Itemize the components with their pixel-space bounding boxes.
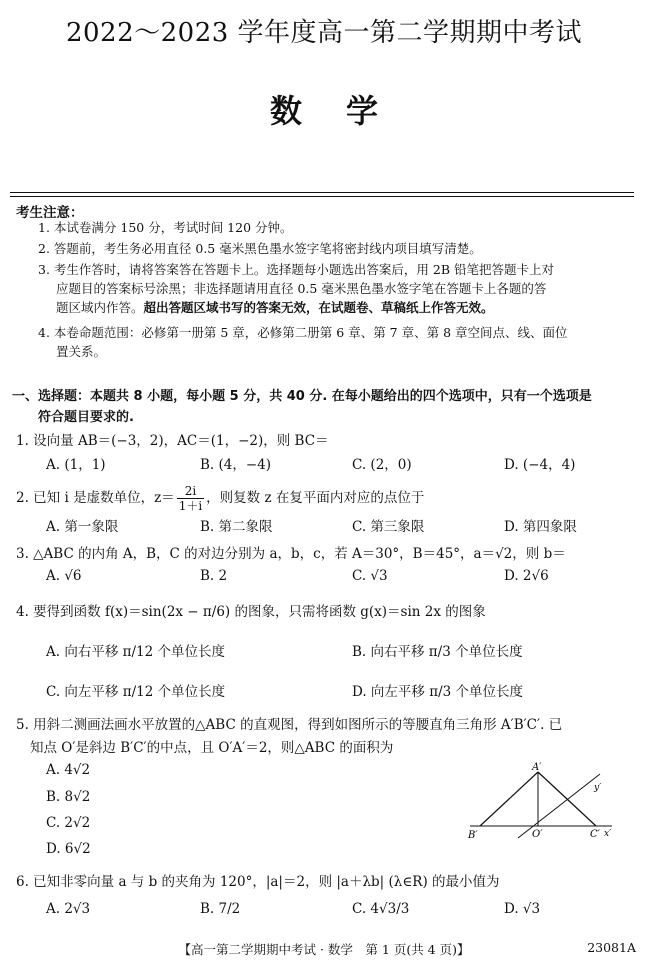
fig-label-c: C′ (590, 829, 600, 840)
notice-item-4-line2: 置关系。 (56, 344, 107, 359)
q5-figure-diagram (462, 760, 622, 842)
question-1-stem: 1. 设向量 AB＝(−3，2)，AC＝(1，−2)，则 BC＝ (16, 433, 329, 449)
notice-item-4-line1: 4. 本卷命题范围：必修第一册第 5 章，必修第二册第 6 章、第 7 章、第 8 章空间点、线、面位 (38, 325, 568, 340)
question-6-stem: 6. 已知非零向量 a 与 b 的夹角为 120°，|a|＝2，则 |a＋λb| (λ∈R) 的最小值为 (16, 874, 500, 890)
q5-option-c: C. 2√2 (46, 815, 91, 831)
q6-option-c: C. 4√3/3 (352, 901, 410, 917)
q4-option-d: D. 向左平移 π/3 个单位长度 (352, 684, 524, 700)
q1-option-d: D. (−4，4) (504, 457, 576, 473)
q2-option-d: D. 第四象限 (504, 519, 577, 535)
q4-option-c: C. 向左平移 π/12 个单位长度 (46, 684, 226, 700)
fig-label-a: A′ (532, 762, 542, 773)
q3-option-b: B. 2 (200, 568, 228, 584)
q3-option-c: C. √3 (352, 568, 388, 584)
notice-item-3-emphasis: 超出答题区域书写的答案无效，在试题卷、草稿纸上作答无效。 (143, 300, 494, 315)
fig-label-x: x′ (604, 829, 612, 839)
q3-option-a: A. √6 (46, 568, 82, 584)
fig-label-o: O′ (532, 829, 543, 840)
q4-option-a: A. 向右平移 π/12 个单位长度 (46, 644, 226, 660)
notice-item-3-line3 (56, 299, 494, 317)
section-heading-line1: 一、选择题：本题共 8 小题，每小题 5 分，共 40 分. 在每小题给出的四个选项中，只有一个选项是 (12, 389, 592, 404)
exam-code: 23081A (587, 940, 636, 955)
q2-option-c: C. 第三象限 (352, 519, 425, 535)
q2-frac-den: 1＋i (178, 499, 203, 513)
q6-option-b: B. 7/2 (200, 901, 241, 917)
q5-option-b: B. 8√2 (46, 789, 91, 805)
notice-item-3-plain: 题区域内作答。 (56, 300, 144, 315)
q1-option-b: B. (4，−4) (200, 457, 272, 473)
divider-thick (10, 192, 634, 193)
question-2-stem (16, 484, 424, 513)
notice-item-3-line2: 应题目的答案标号涂黑；非选择题请用直径 0.5 毫米黑色墨水签字笔在答题卡上各题的答 (56, 281, 547, 296)
q5-option-a: A. 4√2 (46, 762, 91, 778)
q2-frac-num: 2i (177, 484, 204, 499)
divider-thin (10, 196, 634, 197)
q4-option-b: B. 向右平移 π/3 个单位长度 (352, 644, 523, 660)
notice-item-1: 1. 本试卷满分 150 分，考试时间 120 分钟。 (38, 220, 293, 235)
subject-title: 数学 (269, 92, 422, 130)
notice-item-3-line1: 3. 考生作答时，请将答案答在答题卡上。选择题每小题选出答案后，用 2B 铅笔把答题卡上对 (38, 262, 554, 277)
fig-axis-y-line (518, 774, 600, 838)
q2-fraction (177, 484, 204, 513)
question-3-stem: 3. △ABC 的内角 A，B，C 的对边分别为 a，b，c，若 A＝30°，B＝45°，a＝√2，则 b＝ (16, 546, 566, 562)
question-5-stem-line2: 知点 O′是斜边 B′C′的中点，且 O′A′＝2，则△ABC 的面积为 (30, 740, 394, 756)
q2-option-a: A. 第一象限 (46, 519, 119, 535)
q1-option-a: A. (1，1) (46, 457, 106, 473)
q6-option-a: A. 2√3 (46, 901, 91, 917)
page-footer: 【高一第二学期期中考试 · 数学 第 1 页(共 4 页)】 (178, 942, 470, 957)
fig-label-b: B′ (468, 830, 478, 841)
q6-option-d: D. √3 (504, 901, 541, 917)
q2-stem-a: 2. 已知 i 是虚数单位，z＝ (16, 490, 175, 506)
notice-heading: 考生注意： (16, 205, 84, 221)
question-5-stem-line1: 5. 用斜二测画法画水平放置的△ABC 的直观图，得到如图所示的等腰直角三角形 A′B′C′. 已 (16, 717, 563, 733)
exam-title: 2022～2023 学年度高一第二学期期中考试 (65, 18, 583, 48)
q2-option-b: B. 第二象限 (200, 519, 273, 535)
question-4-stem: 4. 要得到函数 f(x)＝sin(2x − π/6) 的图象，只需将函数 g(x)＝sin 2x 的图象 (16, 604, 486, 620)
q5-option-d: D. 6√2 (46, 841, 91, 857)
q2-stem-b: ，则复数 z 在复平面内对应的点位于 (206, 490, 425, 506)
fig-side-ac-line (538, 772, 596, 826)
fig-label-y: y′ (594, 783, 602, 793)
section-heading-line2: 符合题目要求的. (38, 410, 134, 425)
notice-item-2: 2. 答题前，考生务必用直径 0.5 毫米黑色墨水签字笔将密封线内项目填写清楚。 (38, 241, 482, 256)
q1-option-c: C. (2，0) (352, 457, 412, 473)
q3-option-d: D. 2√6 (504, 568, 549, 584)
fig-side-ba-line (480, 772, 538, 826)
